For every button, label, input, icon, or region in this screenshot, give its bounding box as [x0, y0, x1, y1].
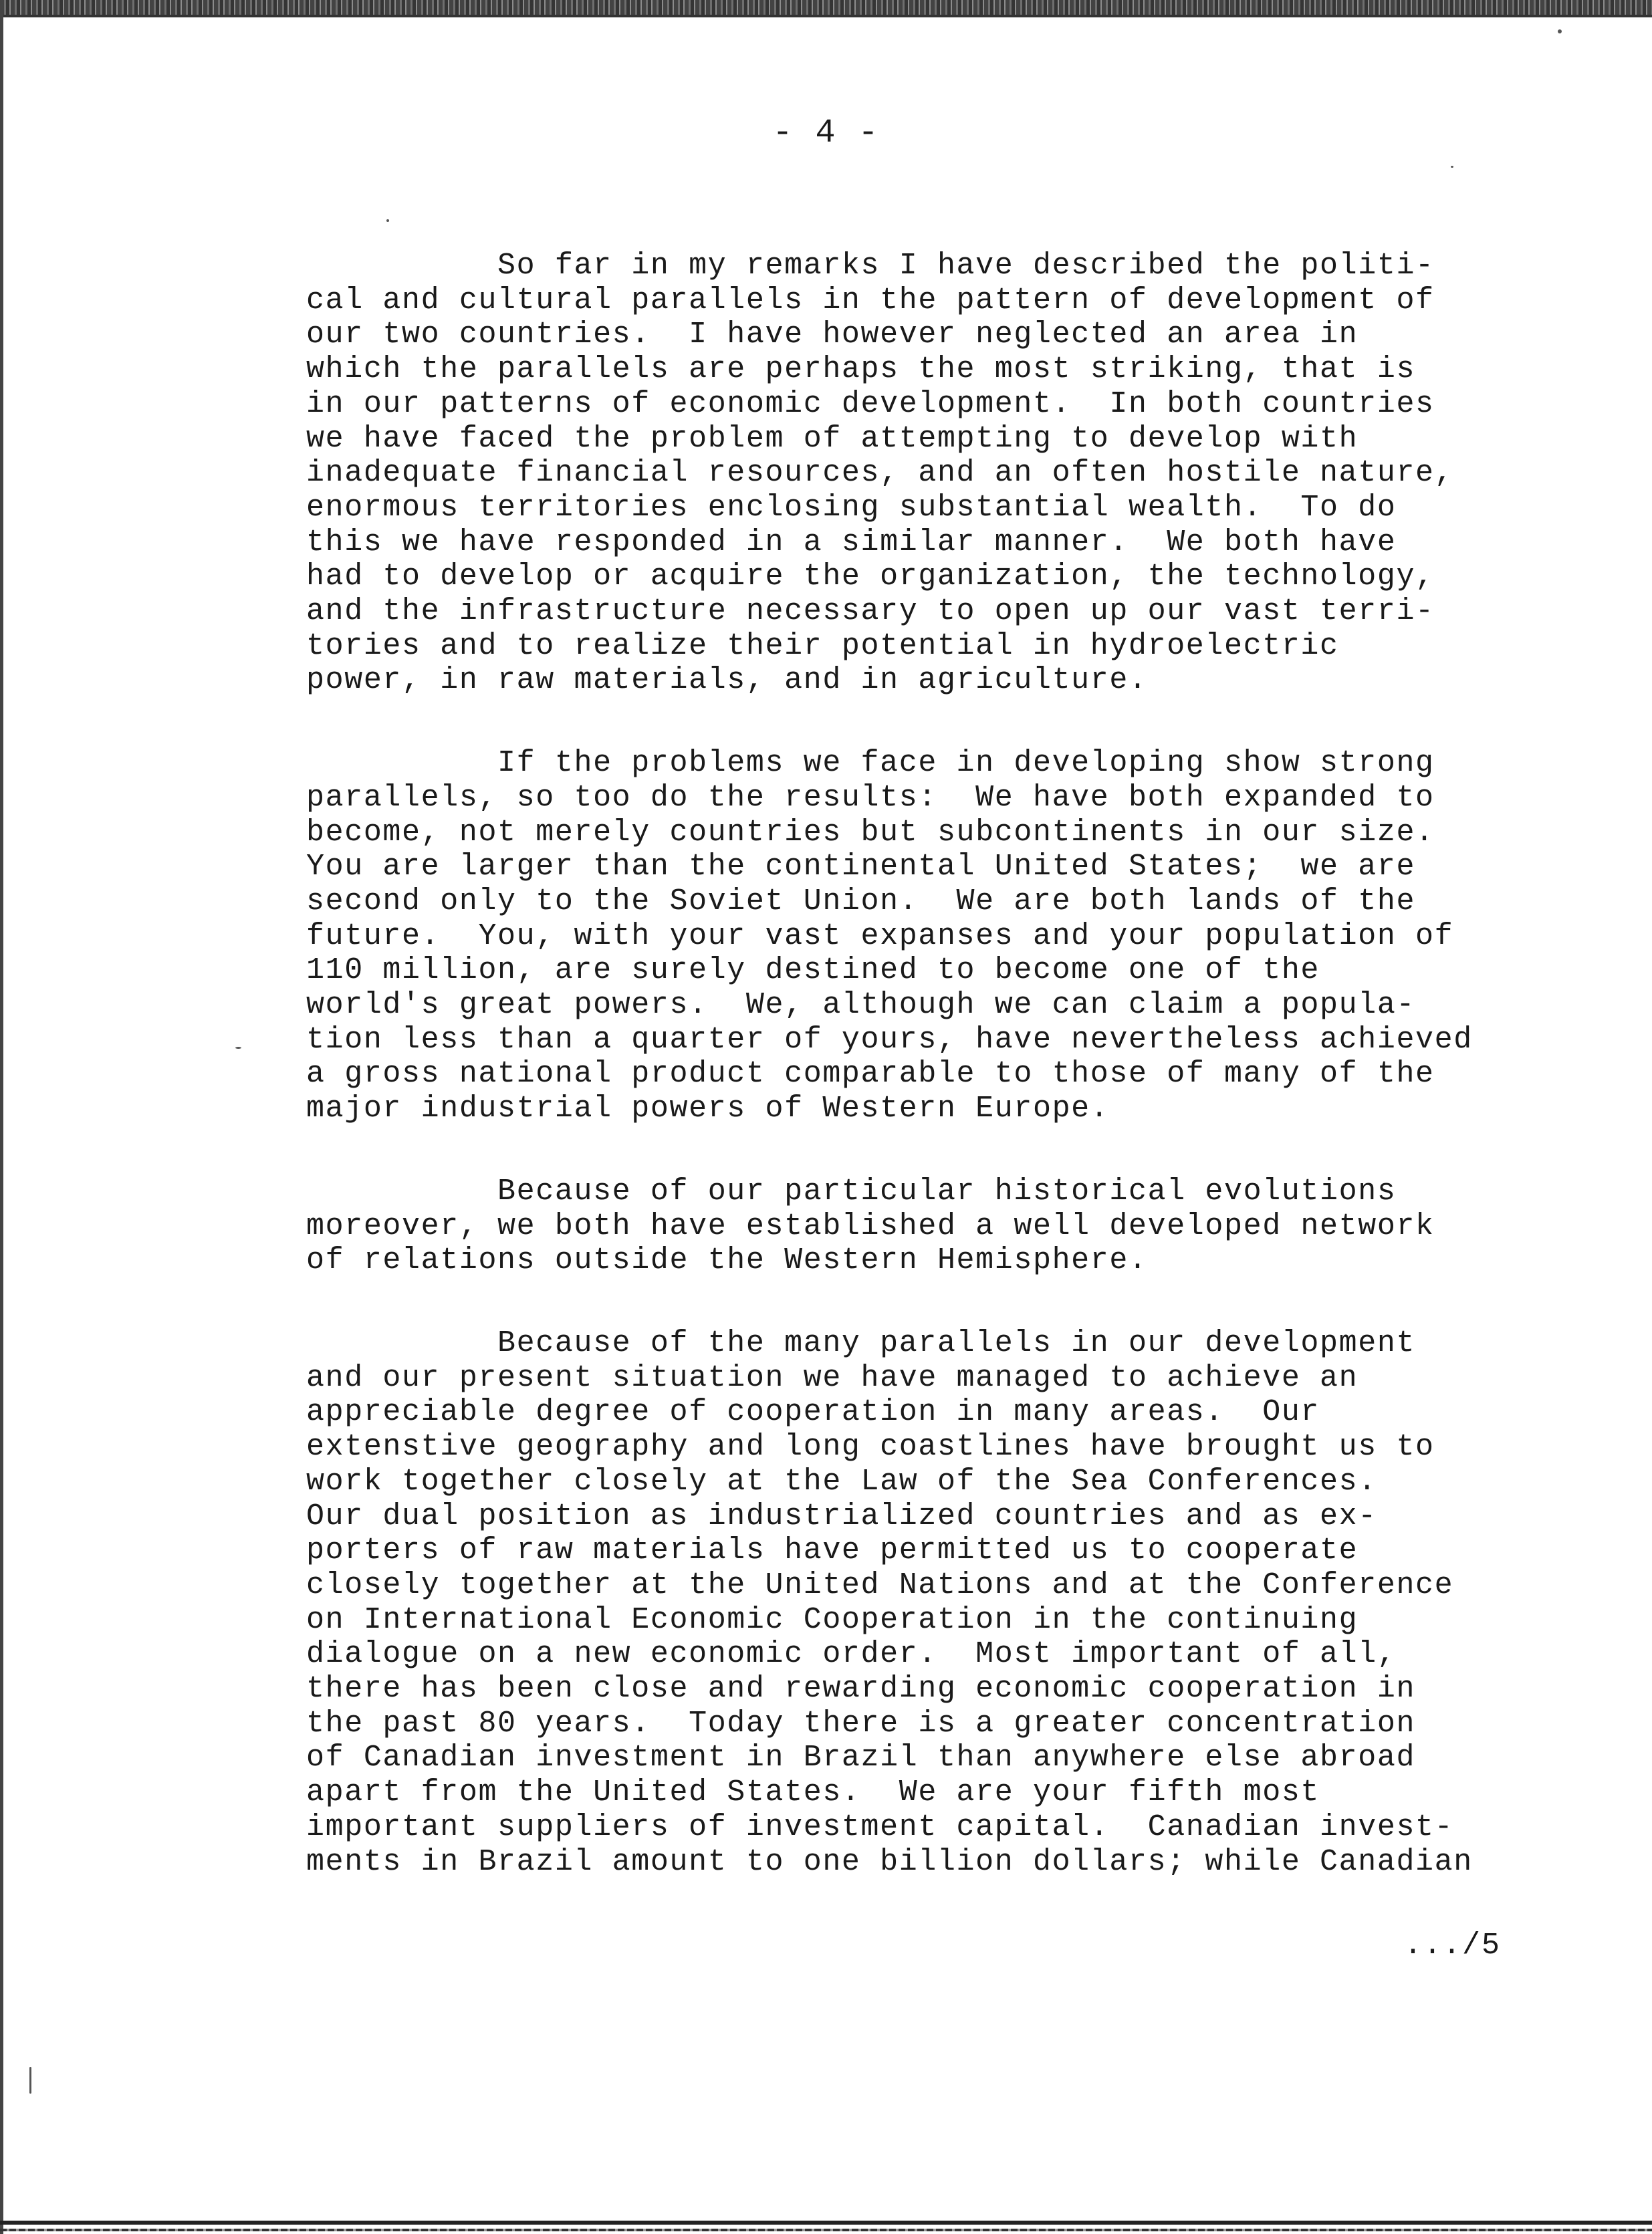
paragraph-economic-development: So far in my remarks I have described the politi- cal and cultural parallels in the pattern of development of our two countries. I have however neglected an area in which the parallels are perhaps the most striking, that is in our patterns of economic development. In both countries we have faced the problem of attempting to develop with inadequate financial resources, and an often hostile nature, enormous territories enclosing substantial wealth. To do this we have responded in a similar manner. We both have had to develop or acquire the organization, the technology, and the infrastructure necessary to open up our vast terri- tories and to realize their potential in hydroelectric power, in raw materials, and in agriculture.: [306, 249, 1454, 698]
scan-speck: [235, 1047, 241, 1049]
page-number: - 4 -: [772, 114, 880, 152]
paragraph-results: If the problems we face in developing show strong parallels, so too do the results: We have both expanded to become, not merely countries but subcontinents in our size. You are larger than the continental United States; we are second only to the Soviet Union. We are both lands of the future. You, with your vast expanses and your population of 110 million, are surely destined to become one of the world's great powers. We, although we can claim a popula- tion less than a quarter of yours, have nevertheless achieved a gross national product comparable to those of many of the major industrial powers of Western Europe.: [306, 746, 1473, 1126]
scan-edge-top: [0, 0, 1652, 15]
scan-speck: [1451, 166, 1453, 168]
document-body: [306, 249, 1576, 1927]
scan-speck: [386, 219, 389, 222]
continuation-marker: .../5: [1404, 1929, 1502, 1963]
scan-edge-bottom-noise: [0, 2229, 1652, 2231]
scan-edge-bottom: [0, 2221, 1652, 2225]
scan-edge-top-line: [0, 15, 1652, 17]
paragraph-cooperation: Because of the many parallels in our development and our present situation we have managed to achieve an appreciable degree of cooperation in many areas. Our extenstive geography and long coastlines have brought us to work together closely at the Law of the Sea Conferences. Our dual position as industrialized countries and as ex- porters of raw materials have permitted us to cooperate closely together at the United Nations and at the Conference on International Economic Cooperation in the continuing dialogue on a new economic order. Most important of all, there has been close and rewarding economic cooperation in the past 80 years. Today there is a greater concentration of Canadian investment in Brazil than anywhere else abroad apart from the United States. We are your fifth most important suppliers of investment capital. Canadian invest- ments in Brazil amount to one billion dollars; while Canadian: [306, 1326, 1473, 1879]
paragraph-historical-evolutions: Because of our particular historical evolutions moreover, we both have established a well developed network of relations outside the Western Hemisphere.: [306, 1174, 1435, 1278]
scan-speck: [1558, 29, 1562, 33]
scan-speck: [29, 2067, 31, 2094]
scan-edge-left: [0, 0, 3, 2234]
